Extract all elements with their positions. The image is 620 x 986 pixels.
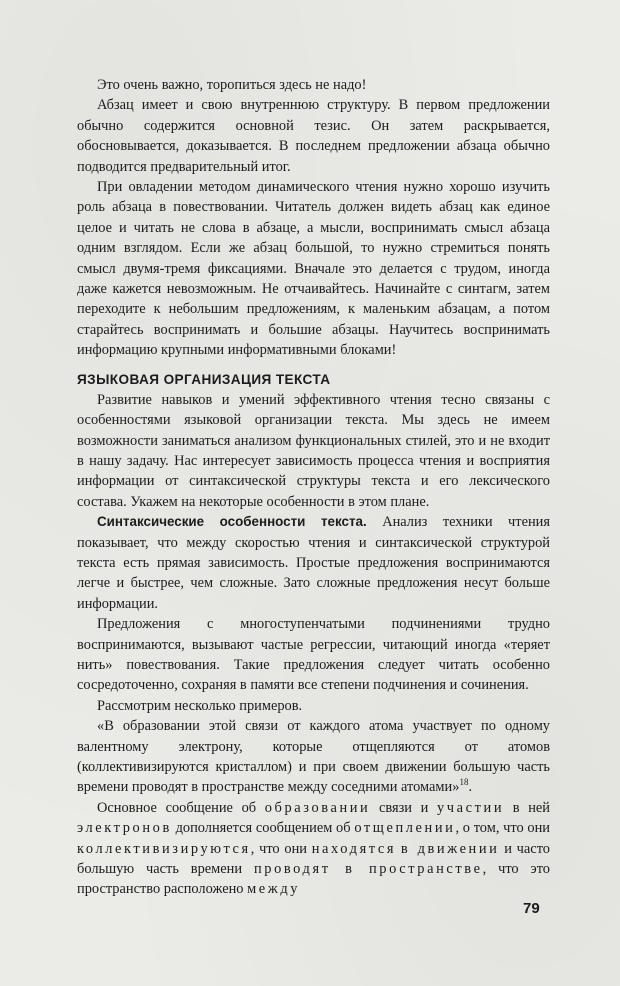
emphasized-word: между	[247, 881, 301, 898]
paragraph-text: Анализ техники чтения показывает, что между скоростью чтения и синтаксической структурой текста есть прямая зависимость. Простые предложения воспринимаются легче и быстрее, чем сложные. Зато сложные предложения несут больше информации.	[77, 514, 550, 612]
page-number: 79	[523, 900, 540, 917]
subsection-heading: Синтаксические особенности текста.	[97, 514, 367, 530]
quote-paragraph: «В образовании этой связи от каждого атома участвует по одному валентному электрону, которые отщепляются от атомов (коллективизируются кристаллом) и при своем движении большую часть времени проводят в пространстве между соседними атомами»$^{18}$.	[77, 718, 550, 796]
paragraph: Рассмотрим несколько примеров.	[97, 697, 303, 714]
paragraph	[77, 512, 550, 614]
emphasized-word: участии	[437, 799, 505, 816]
text-run: дополняется сообщением об	[171, 820, 355, 837]
text-run: и часто большую часть времени	[77, 840, 550, 878]
emphasized-word: образовании	[264, 799, 371, 816]
emphasized-word: в движении	[400, 840, 500, 857]
emphasized-word: находятся	[311, 840, 397, 857]
emphasized-word: электронов	[77, 820, 172, 837]
quote-text: «В образовании этой связи от каждого атома участвует по одному валентному электрону, которые отщепляются от атомов (коллективизируются кристаллом) и при своем движении большую часть времени проводят в пространстве между соседними атомами»	[77, 718, 550, 796]
paragraph: Предложения с многоступенчатыми подчинениями трудно воспринимаются, вызывают частые регрессии, читающий иногда «теряет нить» повествования. Такие предложения следует читать особенно сосредоточенно, сохраняя в памяти все степени подчинения и сочинения.	[77, 616, 550, 694]
paragraph: Развитие навыков и умений эффективного чтения тесно связаны с особенностями языковой организации текста. Мы здесь не имеем возможности заниматься анализом функциональных стилей, это и не входит в нашу задачу. Нас интересует зависимость процесса чтения и восприятия информации от синтаксической структуры текста и его лексического состава. Укажем на некоторые особенности в этом плане.	[77, 391, 550, 510]
text-run: связи и	[370, 799, 438, 816]
text-run: , что это пространство расположено	[77, 861, 551, 898]
text-run: Основное сообщение об	[97, 799, 265, 816]
emphasized-word: коллективизируются	[77, 840, 251, 857]
section-heading: ЯЗЫКОВАЯ ОРГАНИЗАЦИЯ ТЕКСТА	[77, 371, 331, 387]
paragraph: Это очень важно, торопиться здесь не надо!	[97, 77, 367, 93]
text-run: в ней	[504, 799, 551, 816]
paragraph: При овладении методом динамического чтения нужно хорошо изучить роль абзаца в повествовании. Читатель должен видеть абзац как единое целое и читать не слова в абзаце, а мысли, воспринимать смысл абзаца одним взглядом. Если же абзац большой, то нужно стремиться понять смысл двумя-тремя фиксациями. Вначале это делается с трудом, иногда даже кажется невозможным. Не отчаивайтесь. Начинайте с синтагм, затем переходите к небольшим предложениям, к маленьким абзацам, а потом старайтесь воспринимать и большие абзацы. Научитесь воспринимать информацию крупными информативными блоками!	[77, 179, 550, 359]
text-run: , о том, что они	[455, 820, 550, 837]
footnote-marker: 18	[459, 777, 469, 788]
emphasized-word: отщеплении	[354, 820, 456, 837]
emphasized-word: проводят в пространстве	[253, 861, 483, 878]
paragraph: Абзац имеет и свою внутреннюю структуру. В первом предложении обычно содержится основной тезис. Он затем раскрывается, обосновывается, доказывается. В последнем предложении абзаца обычно подводится предварительный итог.	[77, 97, 550, 175]
text-run: , что они	[250, 840, 312, 857]
analysis-paragraph	[77, 798, 550, 900]
